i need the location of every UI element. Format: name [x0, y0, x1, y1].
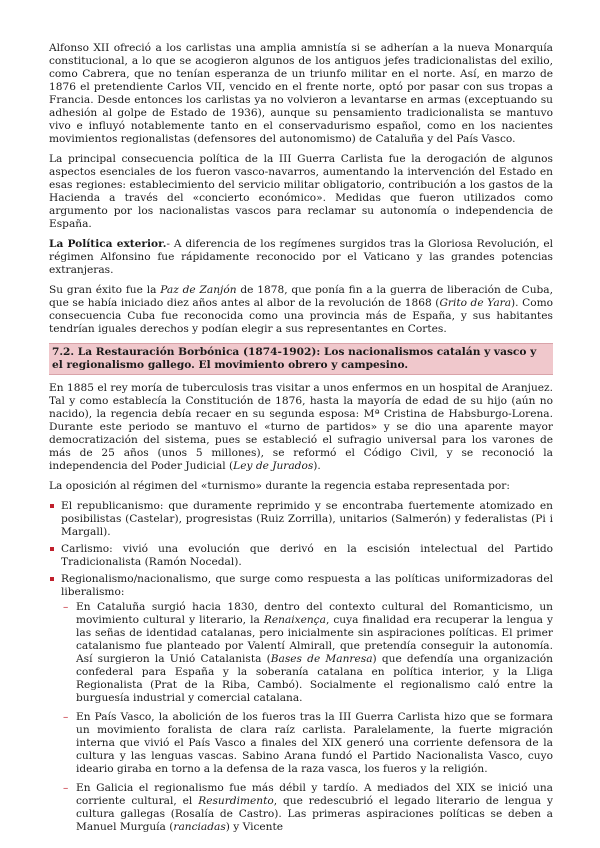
ranciadas-italic: ranciadas	[173, 821, 226, 833]
jurados-italic: Ley de Jurados	[233, 460, 314, 472]
galicia-text-a: En Galicia el regionalismo fue más débil y tardío. A mediados del XIX se inició una corriente cultural, el	[76, 782, 553, 807]
galicia-text-c: ) y Vicente	[225, 821, 284, 833]
paragraph-carlist-amnesty: Alfonso XII ofreció a los carlistas una amplia amnistía si se adherían a la nueva Monarquía constitucional, a lo que se acogieron algunos de los antiguos jefes tradicionalistas del exilio, como Cabrera, que no tenían esperanza de un triunfo militar en el norte. Así, en marzo de 1876 el pretendiente Carlos VII, vencido en el frente norte, optó por pasar con sus tropas a Francia. Desde entonces los carlistas ya no volvieron a levantarse en armas (exceptuando su adhesión al golpe de Estado de 1936), aunque su pensamiento tradicionalista se mantuvo vivo e influyó notablemente tanto en el conservadurismo español, como en los nacientes movimientos regionalistas (defensores del autonomismo) de Cataluña y del País Vasco.	[49, 42, 553, 145]
sublist-item-cataluna	[61, 601, 553, 705]
cataluna-text-b: , cuya finalidad era recuperar la lengua y las señas de identidad catalanas, pero inicialmente sin aspiraciones políticas. El primer catalanismo fue planteado por Valentí Almirall, que pretendía conseguir la autonomía. Así surgieron la Unió Catalanista (	[76, 614, 553, 665]
paragraph-carlist-war-consequence: La principal consecuencia política de la III Guerra Carlista fue la derogación de algunos aspectos esenciales de los fueron vasco-navarros, aumentando la intervención del Estado en esas regiones: establecimiento del servicio militar obligatorio, contribución a los gastos de la Hacienda a través del «concierto económico». Medidas que fueron utilizados como argumento por los nacionalistas vascos para reclamar su autonomía o independencia de España.	[49, 153, 553, 230]
renaixenca-italic: Renaixença	[263, 614, 326, 626]
cataluna-text-c: ) que defendía una organización confederal para España y la soberanía catalana en política interior, y la Lliga Regionalista (Prat de la Riba, Cambó). Socialmente el regionalismo caló entre la burguesía industrial y comercial catalana.	[76, 653, 553, 704]
list-item-carlism: Carlismo: vivió una evolución que derivó en la escisión intelectual del Partido Tradicionalista (Ramón Nocedal).	[49, 543, 553, 569]
zanjon-text-c: ). Como consecuencia Cuba fue reconocida como una provincia más de España, y sus habitantes tendrían iguales derechos y podían elegir a sus representantes en Cortes.	[49, 297, 554, 335]
list-item-regionalism	[49, 573, 553, 834]
opposition-list	[49, 500, 553, 834]
zanjon-text-b: de 1878, que ponía fin a la guerra de liberación de Cuba, que se había iniciado diez años antes al albor de la revolución de 1868 (	[49, 284, 553, 309]
paragraph-regency	[49, 382, 553, 473]
paragraph-zanjon-peace	[49, 284, 553, 336]
sublist-item-galicia	[61, 782, 553, 834]
manresa-italic: Bases de Manresa	[270, 653, 373, 665]
yara-italic: Grito de Yara	[439, 297, 512, 309]
list-item-republicanism: El republicanismo: que duramente reprimido y se encontraba fuertemente atomizado en posibilistas (Castelar), progresistas (Ruiz Zorrilla), unitarios (Salmerón) y federalistas (Pi i Margall).	[49, 500, 553, 539]
cataluna-text-a: En Cataluña surgió hacia 1830, dentro del contexto cultural del Romanticismo, un movimiento cultural y literario, la	[76, 601, 553, 626]
sublist-item-pais-vasco: – En País Vasco, la abolición de los fueros tras la III Guerra Carlista hizo que se formara un movimiento foralista de clara raíz carlista. Paralelamente, la fuerte migración interna que vivió el País Vasco a finales del XIX generó una corriente defensora de la cultura y las lenguas vascas. Sabino Arana fundó el Partido Nacionalista Vasco, cuyo ideario giraba en torno a la defensa de la raza vasca, los fueros y la religión.	[61, 711, 553, 776]
paragraph-opposition-intro: La oposición al régimen del «turnismo» durante la regencia estaba representada por:	[49, 480, 510, 492]
paragraph-foreign-policy	[49, 238, 553, 277]
zanjon-text-a: Su gran éxito fue la	[49, 284, 161, 296]
regency-text-a: En 1885 el rey moría de tuberculosis tras visitar a unos enfermos en un hospital de Aranjuez. Tal y como establecía la Constitución de 1876, hasta la mayoría de edad de su hijo (aún no nacido), la regencia debía recaer en su segunda esposa: Mª Cristina de Habsburgo-Lorena. Durante este periodo se mantuvo el «turno de partidos» y se dio una aparente mayor democratización del sistema, pues se estableció el sufragio universal para los varones de más de 25 años (unos 5 millones), se reformó el Código Civil, y se reconoció la independencia del Poder Judicial (	[49, 382, 553, 472]
foreign-policy-text: - A diferencia de los regímenes surgidos tras la Gloriosa Revolución, el régimen Alfonsino fue rápidamente reconocido por el Vaticano y las grandes potencias extranjeras.	[49, 238, 553, 276]
zanjon-italic: Paz de Zanjón	[160, 284, 237, 296]
foreign-policy-lead: La Política exterior.	[49, 238, 167, 250]
galicia-text-b: , que redescubrió el legado literario de lengua y cultura gallegas (Rosalía de Castro). Las primeras aspiraciones políticas se deben a Manuel Murguía (	[76, 795, 553, 833]
regionalism-intro: Regionalismo/nacionalismo, que surge como respuesta a las políticas uniformizadoras del liberalismo:	[61, 573, 553, 598]
resurdimento-italic: Resurdimento	[198, 795, 274, 807]
regionalism-sublist	[61, 601, 553, 834]
regency-text-b: ).	[313, 460, 321, 472]
section-heading: 7.2. La Restauración Borbónica (1874-1902): Los nacionalismos catalán y vasco y el regionalismo gallego. El movimiento obrero y campesino.	[49, 343, 553, 375]
